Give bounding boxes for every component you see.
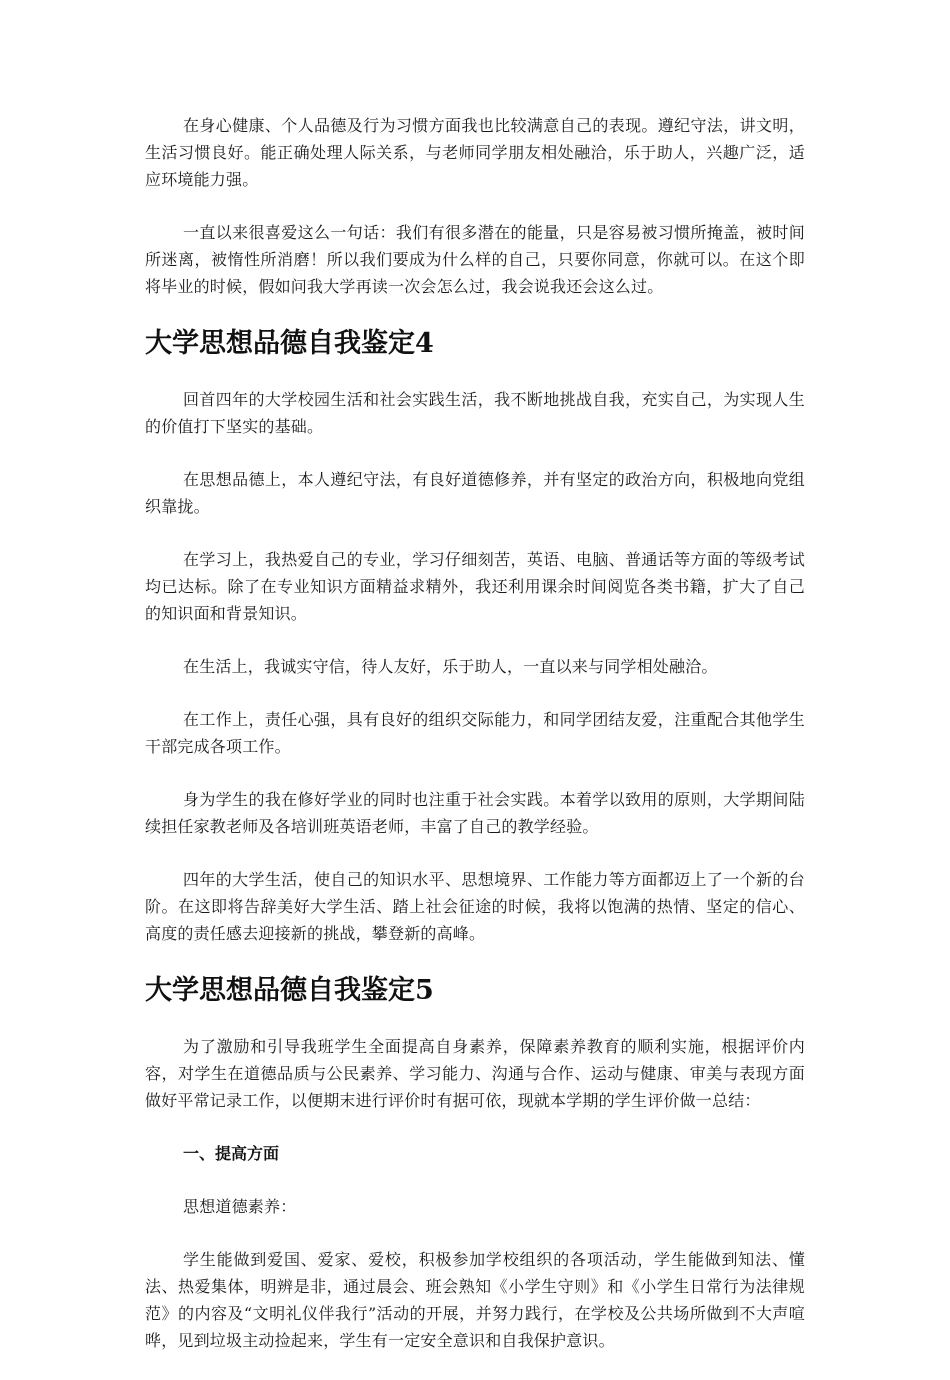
paragraph: 一直以来很喜爱这么一句话：我们有很多潜在的能量，只是容易被习惯所掩盖，被时间所迷离，被惰性所消磨！所以我们要成为什么样的自己，只要你同意，你就可以。在这个即将毕业的时候，假如问我大学再读一次会怎么过，我会说我还会这么过。 [145, 223, 805, 296]
paragraph: 学生能做到爱国、爱家、爱校，积极参加学校组织的各项活动，学生能做到知法、懂法、热爱集体，明辨是非，通过晨会、班会熟知《小学生守则》和《小学生日常行为法律规范》的内容及“文明礼仪伴我行”活动的开展，并努力践行，在学校及公共场所做到不大声喧哗，见到垃圾主动捡起来，学生有一定安全意识和自我保护意识。 [145, 1250, 805, 1350]
subsection-heading: 一、提高方面 [183, 1144, 280, 1163]
section-heading: 大学思想品德自我鉴定4 [145, 328, 434, 359]
paragraph: 在工作上，责任心强，具有良好的组织交际能力，和同学团结友爱，注重配合其他学生干部完成各项工作。 [145, 710, 805, 756]
paragraph: 在生活上，我诚实守信，待人友好，乐于助人，一直以来与同学相处融洽。 [183, 657, 718, 676]
paragraph: 身为学生的我在修好学业的同时也注重于社会实践。本着学以致用的原则，大学期间陆续担任家教老师及各培训班英语老师，丰富了自己的教学经验。 [145, 790, 805, 836]
paragraph: 四年的大学生活，使自己的知识水平、思想境界、工作能力等方面都迈上了一个新的台阶。在这即将告辞美好大学生活、踏上社会征途的时候，我将以饱满的热情、坚定的信心、高度的责任感去迎接新的挑战，攀登新的高峰。 [145, 870, 805, 943]
paragraph: 在身心健康、个人品德及行为习惯方面我也比较满意自己的表现。遵纪守法，讲文明，生活习惯良好。能正确处理人际关系，与老师同学朋友相处融洽，乐于助人，兴趣广泛，适应环境能力强。 [145, 116, 805, 189]
paragraph: 思想道德素养： [183, 1197, 297, 1216]
paragraph: 在学习上，我热爱自己的专业，学习仔细刻苦，英语、电脑、普通话等方面的等级考试均已达标。除了在专业知识方面精益求精外，我还利用课余时间阅览各类书籍，扩大了自己的知识面和背景知识。 [145, 550, 805, 623]
paragraph: 回首四年的大学校园生活和社会实践生活，我不断地挑战自我，充实自己，为实现人生的价值打下坚实的基础。 [145, 390, 805, 436]
document-body [145, 112, 805, 1380]
section-heading: 大学思想品德自我鉴定5 [145, 975, 434, 1006]
paragraph: 为了激励和引导我班学生全面提高自身素养，保障素养教育的顺利实施，根据评价内容，对学生在道德品质与公民素养、学习能力、沟通与合作、运动与健康、审美与表现方面做好平常记录工作，以便期末进行评价时有据可依，现就本学期的学生评价做一总结： [145, 1037, 805, 1110]
paragraph: 在思想品德上，本人遵纪守法，有良好道德修养，并有坚定的政治方向，积极地向党组织靠拢。 [145, 470, 805, 516]
